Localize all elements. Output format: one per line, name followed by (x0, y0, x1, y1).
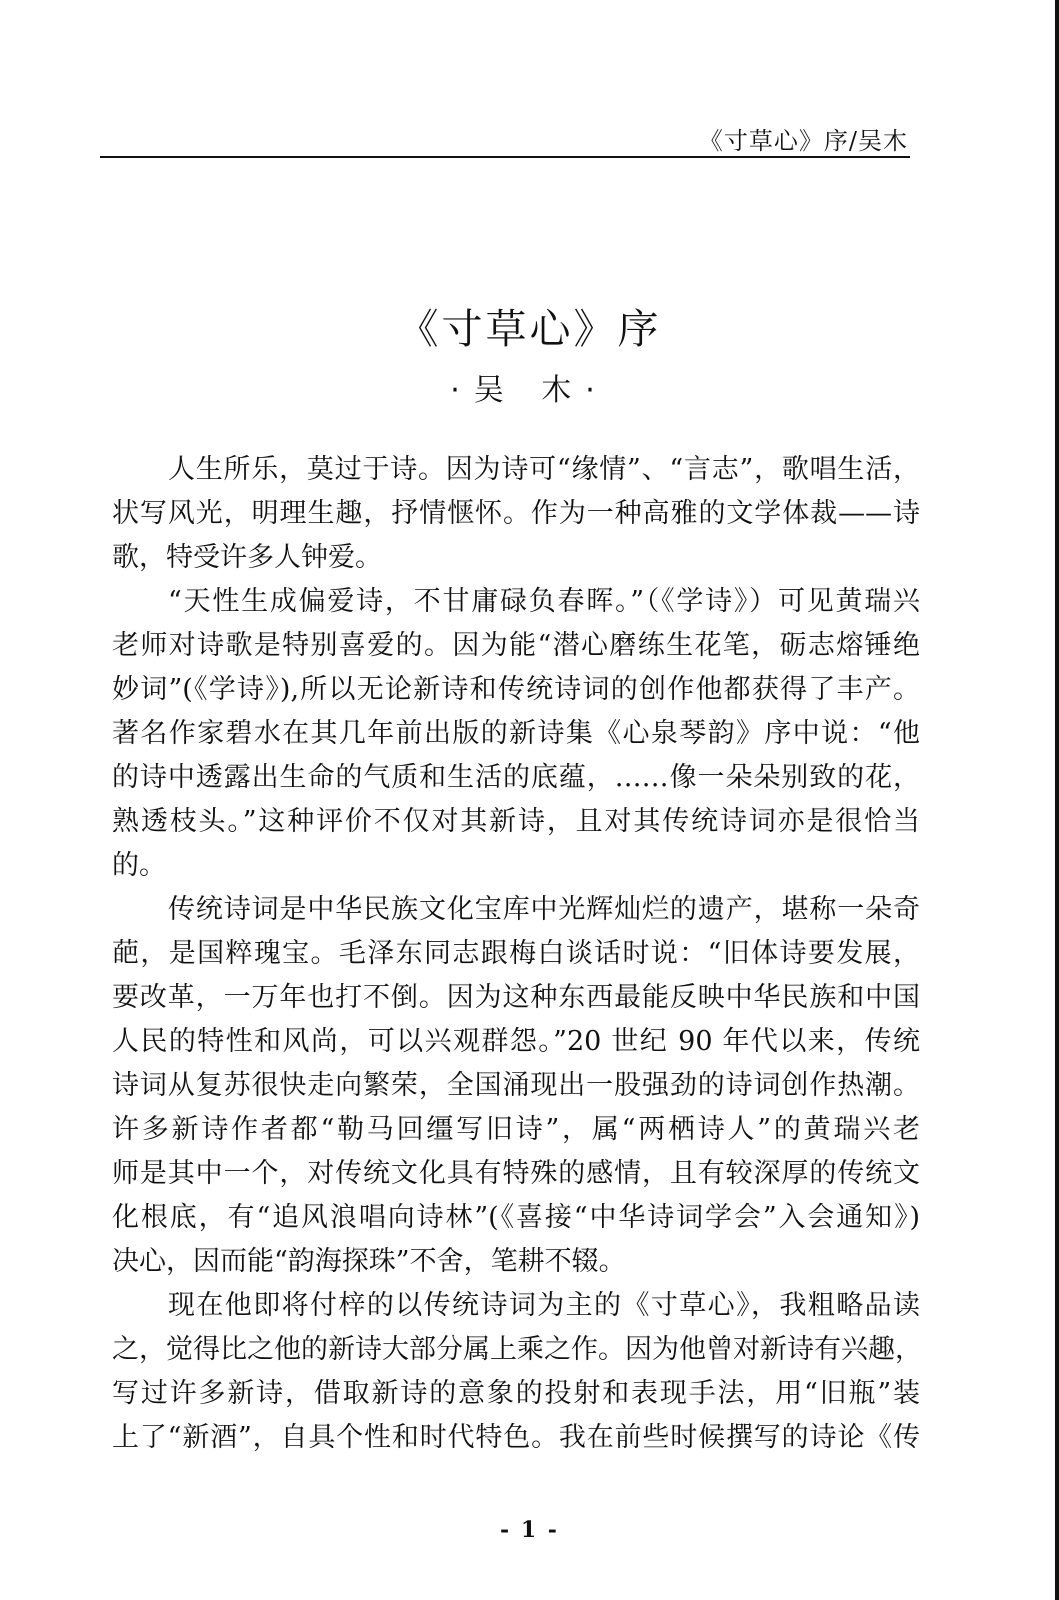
text-line: 著名作家碧水在其几年前出版的新诗集《心泉琴韵》序中说：“他 (112, 718, 920, 749)
article-title: 《寸草心》序 (397, 305, 662, 353)
text-line: 老师对诗歌是特别喜爱的。因为能“潜心磨练生花笔，砺志熔锤绝 (112, 630, 920, 661)
text-line: 的。 (112, 850, 166, 881)
text-line: 师是其中一个，对传统文化具有特殊的感情，且有较深厚的传统文 (112, 1158, 920, 1189)
text-line: 现在他即将付梓的以传统诗词为主的《寸草心》，我粗略品读 (168, 1290, 920, 1321)
text-line: 妙词”(《学诗》),所以无论新诗和传统诗词的创作他都获得了丰产。 (112, 674, 920, 705)
paragraph (112, 1284, 920, 1460)
text-line: 人民的特性和风尚，可以兴观群怨。”20 世纪 90 年代以来，传统 (112, 1026, 920, 1057)
paragraph (112, 580, 920, 888)
text-line: 人生所乐，莫过于诗。因为诗可“缘情”、“言志”，歌唱生活， (168, 454, 920, 485)
text-line: “天性生成偏爱诗，不甘庸碌负春晖。”（《学诗》）可见黄瑞兴 (168, 586, 920, 617)
scan-edge (1055, 0, 1059, 1600)
text-line: 的诗中透露出生命的气质和生活的底蕴，……像一朵朵别致的花， (112, 762, 920, 793)
text-line: 诗词从复苏很快走向繁荣，全国涌现出一股强劲的诗词创作热潮。 (112, 1070, 920, 1101)
text-line: 葩，是国粹瑰宝。毛泽东同志跟梅白谈话时说：“旧体诗要发展， (112, 938, 920, 969)
text-line: 上了“新酒”，自具个性和时代特色。我在前些时候撰写的诗论《传 (112, 1422, 920, 1453)
page-number: - 1 - (500, 1517, 559, 1543)
text-line: 状写风光，明理生趣，抒情惬怀。作为一种高雅的文学体裁——诗 (112, 498, 920, 529)
text-line: 熟透枝头。”这种评价不仅对其新诗，且对其传统诗词亦是很恰当 (112, 806, 920, 837)
paragraph (112, 888, 920, 1284)
header-rule (100, 156, 910, 158)
running-header: 《寸草心》序/吴木 (698, 127, 908, 155)
text-line: 写过许多新诗，借取新诗的意象的投射和表现手法，用“旧瓶”装 (112, 1378, 920, 1409)
text-line: 歌，特受许多人钟爱。 (112, 542, 382, 573)
text-line: 之，觉得比之他的新诗大部分属上乘之作。因为他曾对新诗有兴趣， (112, 1334, 922, 1365)
text-line: 决心，因而能“韵海探珠”不舍，笔耕不辍。 (112, 1246, 626, 1277)
paragraph (112, 448, 920, 580)
text-line: 传统诗词是中华民族文化宝库中光辉灿烂的遗产，堪称一朵奇 (168, 894, 920, 925)
text-line: 要改革，一万年也打不倒。因为这种东西最能反映中华民族和中国 (112, 982, 920, 1013)
text-line: 化根底，有“追风浪唱向诗林”(《喜接“中华诗词学会”入会通知》) (112, 1202, 920, 1233)
article-body (112, 448, 920, 1460)
article-author: ·吴 木· (450, 373, 609, 408)
text-line: 许多新诗作者都“勒马回缰写旧诗”，属“两栖诗人”的黄瑞兴老 (112, 1114, 920, 1145)
